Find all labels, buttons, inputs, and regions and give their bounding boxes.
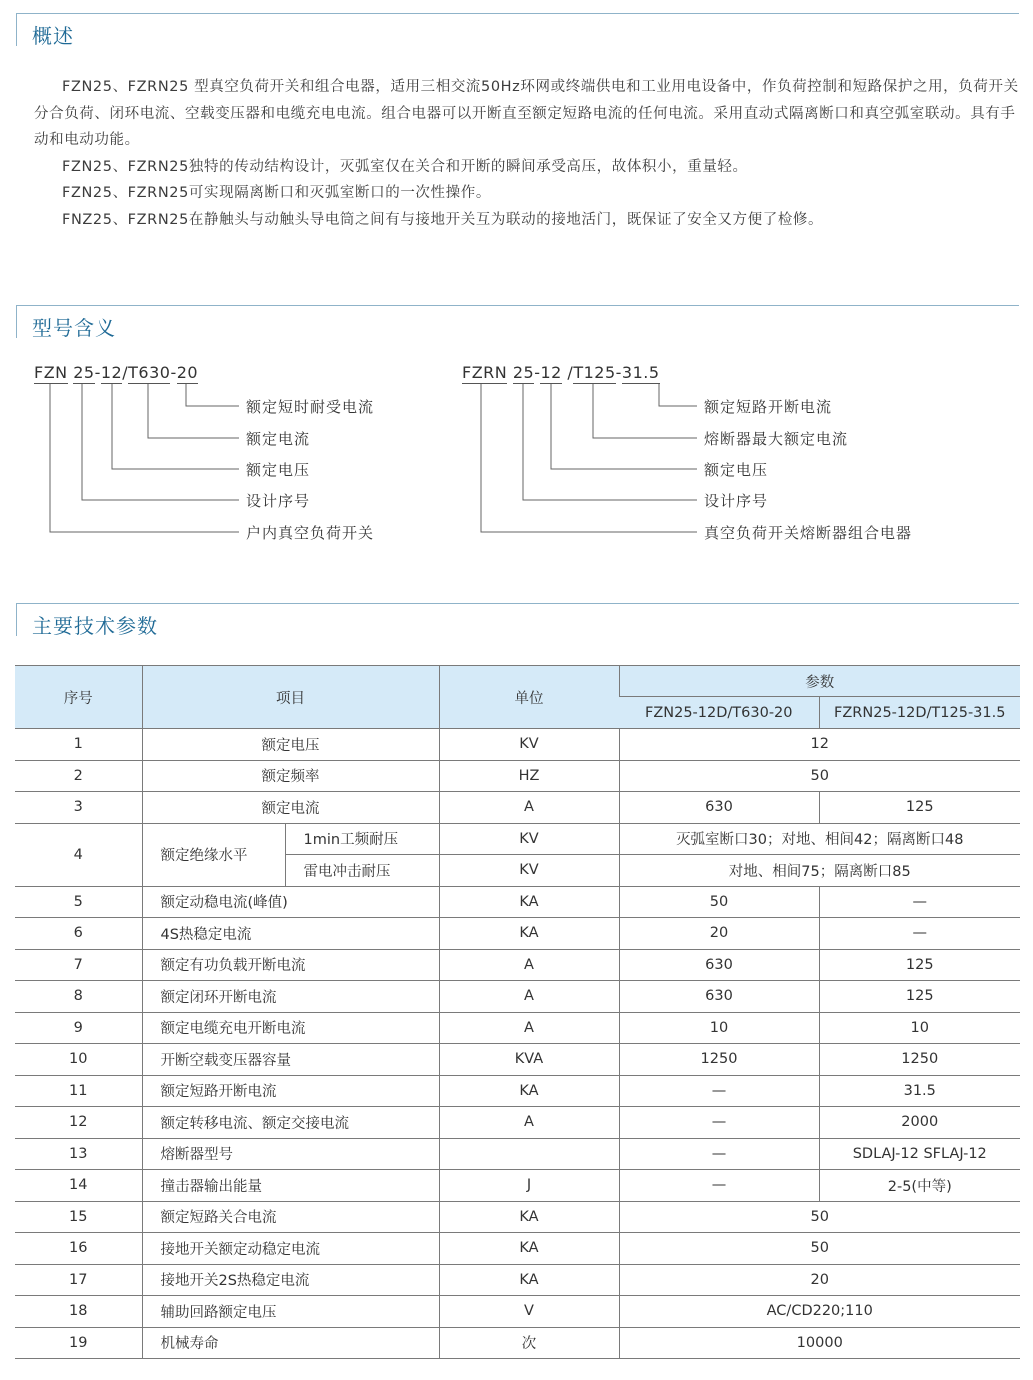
cell-value: 50	[619, 760, 1020, 792]
cell-item: 接地开关额定动稳定电流	[142, 1233, 439, 1265]
cell-value: 灭弧室断口30；对地、相间42；隔离断口48	[619, 823, 1020, 855]
section-title-overview: 概述	[32, 24, 74, 48]
cell-no: 17	[15, 1264, 142, 1296]
specs-table	[15, 665, 1020, 1359]
cell-subitem: 雷电冲击耐压	[285, 855, 439, 887]
model-diagram-fzn	[34, 363, 514, 553]
header-params: 参数	[619, 666, 1020, 697]
cell-no: 19	[15, 1327, 142, 1359]
table-row	[15, 1012, 1020, 1044]
overview-paragraph: FZN25、FZRN25 型真空负荷开关和组合电器，适用三相交流50Hz环网或终端供电和工业用电设备中，作负荷控制和短路保护之用，负荷开关分合负荷、闭环电流、空载变压器和电缆充电电流。组合电器可以开断直至额定短路电流的任何电流。采用直动式隔离断口和真空弧室联动。具有手动和电动功能。	[34, 79, 1019, 148]
cell-unit: KA	[439, 1233, 619, 1265]
connector-line	[186, 384, 239, 406]
cell-no: 7	[15, 949, 142, 981]
cell-subitem: 1min工频耐压	[285, 823, 439, 855]
cell-value-b: 31.5	[819, 1075, 1020, 1107]
cell-item: 辅助回路额定电压	[142, 1296, 439, 1328]
cell-value-b: 125	[819, 949, 1020, 981]
cell-value-b: 1250	[819, 1044, 1020, 1076]
table-row	[15, 1233, 1020, 1265]
cell-item: 额定动稳电流(峰值)	[142, 886, 439, 918]
table-row	[15, 729, 1020, 761]
cell-value-a: —	[619, 1107, 819, 1139]
section-header-overview	[16, 13, 1019, 46]
cell-value-b: 2-5(中等)	[819, 1170, 1020, 1202]
cell-unit: KA	[439, 1264, 619, 1296]
code-part-breaking: 31.5	[621, 363, 660, 382]
overview-paragraph: FZN25、FZRN25独特的传动结构设计，灭弧室仅在关合和开断的瞬间承受高压，故体积小，重量轻。	[62, 158, 748, 175]
model-label: 额定电流	[246, 430, 311, 448]
cell-unit: J	[439, 1170, 619, 1202]
cell-unit: V	[439, 1296, 619, 1328]
cell-no: 4	[15, 823, 142, 886]
table-row	[15, 1327, 1020, 1359]
cell-no: 5	[15, 886, 142, 918]
cell-item: 接地开关2S热稳定电流	[142, 1264, 439, 1296]
cell-unit: A	[439, 792, 619, 824]
cell-no: 15	[15, 1201, 142, 1233]
cell-no: 9	[15, 1012, 142, 1044]
table-row	[15, 886, 1020, 918]
code-sep: /	[122, 363, 129, 382]
overview-paragraph: FZN25、FZRN25可实现隔离断口和灭弧室断口的一次性操作。	[62, 185, 491, 201]
section-header-model-meaning	[16, 305, 1019, 338]
cell-value-b: 125	[819, 792, 1020, 824]
overview-text	[34, 74, 1024, 233]
table-row	[15, 1170, 1020, 1202]
model-label: 真空负荷开关熔断器组合电器	[704, 524, 913, 542]
cell-value-a: 630	[619, 981, 819, 1013]
cell-unit: A	[439, 981, 619, 1013]
cell-item: 额定闭环开断电流	[142, 981, 439, 1013]
model-diagram-fzrn	[462, 363, 942, 553]
code-part-voltage: 12	[100, 363, 123, 382]
table-row	[15, 1044, 1020, 1076]
cell-item: 撞击器输出能量	[142, 1170, 439, 1202]
table-row	[15, 1138, 1020, 1170]
table-row	[15, 1264, 1020, 1296]
table-row	[15, 1075, 1020, 1107]
connector-line	[148, 384, 239, 438]
cell-value: 50	[619, 1233, 1020, 1265]
table-row	[15, 792, 1020, 824]
cell-value-a: —	[619, 1138, 819, 1170]
cell-unit: KA	[439, 918, 619, 950]
cell-value-b: —	[819, 918, 1020, 950]
table-row	[15, 760, 1020, 792]
model-label: 设计序号	[246, 492, 311, 510]
cell-unit: KA	[439, 1201, 619, 1233]
cell-value: 20	[619, 1264, 1020, 1296]
cell-value: 50	[619, 1201, 1020, 1233]
model-label: 设计序号	[704, 492, 769, 510]
code-part-voltage: 12	[540, 363, 562, 382]
cell-value-b: 125	[819, 981, 1020, 1013]
cell-no: 10	[15, 1044, 142, 1076]
cell-unit: KA	[439, 1075, 619, 1107]
connector-line	[112, 384, 239, 469]
code-part-design: 25	[512, 363, 535, 382]
cell-item: 额定电压	[142, 729, 439, 761]
cell-no: 12	[15, 1107, 142, 1139]
table-row	[15, 1107, 1020, 1139]
cell-no: 3	[15, 792, 142, 824]
code-part-fuse-current: T125	[573, 363, 616, 382]
cell-value-a: —	[619, 1075, 819, 1107]
cell-value-a: 50	[619, 886, 819, 918]
cell-no: 18	[15, 1296, 142, 1328]
model-label: 额定短时耐受电流	[246, 398, 375, 416]
section-title-specs: 主要技术参数	[32, 614, 158, 638]
model-label: 户内真空负荷开关	[246, 524, 375, 542]
cell-unit: 次	[439, 1327, 619, 1359]
connector-line	[82, 384, 239, 500]
table-header-row	[15, 666, 1020, 697]
code-sep: -	[615, 363, 622, 382]
cell-item: 额定转移电流、额定交接电流	[142, 1107, 439, 1139]
cell-unit: KVA	[439, 1044, 619, 1076]
cell-item: 额定绝缘水平	[142, 823, 285, 886]
table-row	[15, 981, 1020, 1013]
header-model-b: FZRN25-12D/T125-31.5	[819, 697, 1020, 729]
cell-unit: KA	[439, 886, 619, 918]
code-part-current: T630	[128, 363, 171, 382]
cell-value-a: 630	[619, 949, 819, 981]
connector-line	[659, 384, 697, 406]
model-label: 额定电压	[246, 461, 311, 479]
cell-value-b: —	[819, 886, 1020, 918]
code-part-withstand: 20	[176, 363, 199, 382]
table-row	[15, 918, 1020, 950]
cell-unit: KV	[439, 729, 619, 761]
cell-item: 熔断器型号	[142, 1138, 439, 1170]
cell-value-a: 10	[619, 1012, 819, 1044]
cell-no: 11	[15, 1075, 142, 1107]
cell-no: 1	[15, 729, 142, 761]
cell-value: AC/CD220;110	[619, 1296, 1020, 1328]
cell-item: 4S热稳定电流	[142, 918, 439, 950]
code-part-design: 25	[73, 363, 95, 382]
header-item: 项目	[142, 666, 439, 729]
overview-paragraph: FNZ25、FZRN25在静触头与动触头导电筒之间有与接地开关互为联动的接地活门，既保证了安全又方便了检修。	[62, 211, 824, 228]
cell-item: 额定有功负载开断电流	[142, 949, 439, 981]
header-no: 序号	[15, 666, 142, 729]
table-row	[15, 1296, 1020, 1328]
cell-item: 额定电缆充电开断电流	[142, 1012, 439, 1044]
table-row	[15, 823, 1020, 855]
code-sep: -	[170, 363, 177, 382]
cell-item: 额定短路开断电流	[142, 1075, 439, 1107]
cell-item: 开断空载变压器容量	[142, 1044, 439, 1076]
cell-no: 13	[15, 1138, 142, 1170]
cell-value-b: 10	[819, 1012, 1020, 1044]
cell-unit	[439, 1138, 619, 1170]
cell-unit: A	[439, 1012, 619, 1044]
code-part-series: FZN	[34, 363, 68, 382]
cell-item: 额定电流	[142, 792, 439, 824]
cell-no: 2	[15, 760, 142, 792]
model-label: 额定电压	[704, 461, 769, 479]
cell-value-a: —	[619, 1170, 819, 1202]
connector-line	[551, 384, 697, 469]
cell-unit: A	[439, 949, 619, 981]
cell-no: 8	[15, 981, 142, 1013]
cell-no: 16	[15, 1233, 142, 1265]
cell-value-a: 630	[619, 792, 819, 824]
cell-unit: KV	[439, 855, 619, 887]
cell-unit: HZ	[439, 760, 619, 792]
cell-unit: KV	[439, 823, 619, 855]
cell-item: 额定频率	[142, 760, 439, 792]
code-part-series: FZRN	[462, 363, 508, 382]
table-row	[15, 949, 1020, 981]
cell-value: 12	[619, 729, 1020, 761]
cell-unit: A	[439, 1107, 619, 1139]
header-model-a: FZN25-12D/T630-20	[619, 697, 819, 729]
code-sep: -	[94, 363, 101, 382]
cell-item: 额定短路关合电流	[142, 1201, 439, 1233]
header-unit: 单位	[439, 666, 619, 729]
model-label: 额定短路开断电流	[704, 398, 833, 416]
code-sep: /	[561, 363, 574, 382]
cell-value-a: 20	[619, 918, 819, 950]
section-title-model-meaning: 型号含义	[32, 316, 116, 340]
model-label: 熔断器最大额定电流	[704, 430, 849, 448]
cell-value-a: 1250	[619, 1044, 819, 1076]
cell-value: 10000	[619, 1327, 1020, 1359]
table-row	[15, 1201, 1020, 1233]
cell-value-b: SDLAJ-12 SFLAJ-12	[819, 1138, 1020, 1170]
code-sep: -	[534, 363, 541, 382]
cell-value-b: 2000	[819, 1107, 1020, 1139]
section-header-specs	[16, 603, 1019, 636]
cell-value: 对地、相间75；隔离断口85	[619, 855, 1020, 887]
cell-no: 14	[15, 1170, 142, 1202]
connector-line	[593, 384, 697, 438]
cell-no: 6	[15, 918, 142, 950]
cell-item: 机械寿命	[142, 1327, 439, 1359]
connector-line	[523, 384, 697, 500]
